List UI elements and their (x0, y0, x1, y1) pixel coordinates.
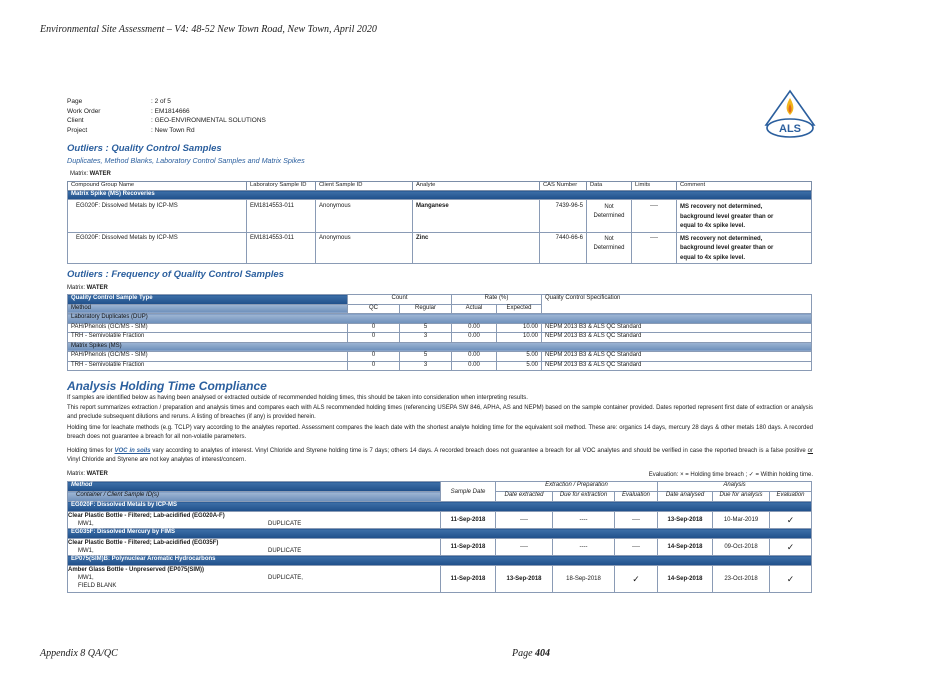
holding-time-table (67, 481, 812, 593)
matrix-label: Matrix: (67, 285, 87, 291)
cell-spec: NEPM 2013 B3 & ALS QC Standard (542, 333, 812, 343)
cell-regular: 5 (400, 352, 452, 362)
cell-comment: equal to 4x spike level. (680, 223, 746, 229)
group-row: Matrix Spike (MS) Recoveries (68, 191, 812, 200)
cell-client-id: Anonymous (316, 232, 413, 264)
matrix-label: Matrix: (67, 471, 87, 477)
sample-dup: DUPLICATE (268, 548, 302, 554)
cell-regular: 3 (400, 361, 452, 371)
section1-subtitle: Duplicates, Method Blanks, Laboratory Control Samples and Matrix Spikes (67, 156, 305, 165)
paragraph (67, 447, 813, 464)
col-header: Laboratory Sample ID (247, 182, 316, 191)
paragraph: If samples are identified below as having been analysed or extracted outside of recommended holding times, this should be taken into consideration when interpreting results. (67, 395, 528, 401)
cell-comment: background level greater than or (680, 213, 774, 220)
col-header: Evaluation (615, 492, 658, 502)
cell-date-extracted: 13-Sep-2018 (496, 566, 553, 593)
table-row (68, 512, 812, 529)
cell-sample-date: 11-Sep-2018 (441, 539, 496, 556)
col-header: CAS Number (540, 182, 587, 191)
sample-ids: MW1, (78, 548, 94, 554)
col-header: Data (587, 182, 632, 191)
container-name: Clear Plastic Bottle - Filtered; Lab-acidified (EG035F) (68, 540, 219, 546)
col-header: Regular (400, 304, 452, 314)
cell-limits: ---- (632, 232, 677, 264)
section3-title: Analysis Holding Time Compliance (67, 379, 267, 393)
cell-method: EG020F: Dissolved Metals by ICP-MS (68, 200, 247, 233)
col-header: Date analysed (658, 492, 713, 502)
paragraph-underline: or (807, 448, 814, 454)
col-header: Quality Control Specification (542, 295, 812, 314)
cell-regular: 5 (400, 323, 452, 333)
meta-label: Work Order (67, 107, 101, 115)
running-header: Environmental Site Assessment – V4: 48-52 New Town Road, New Town, April 2020 (40, 24, 377, 35)
cell-data: Not (604, 204, 614, 210)
col-header: Compound Group Name (68, 182, 247, 191)
col-header: Analysis (658, 482, 812, 492)
meta-label: Project (67, 126, 88, 134)
sample-ids: MW1, (78, 575, 94, 581)
group-row: Laboratory Duplicates (DUP) (68, 314, 812, 324)
evaluation-legend: Evaluation: × = Holding time breach ; ✓ = Within holding time. (648, 472, 813, 478)
footer-appendix: Appendix 8 QA/QC (40, 648, 118, 659)
container-name: Clear Plastic Bottle - Filtered; Lab-acidified (EG020A-F) (68, 513, 225, 519)
cell-due-analysis: 23-Oct-2018 (713, 566, 770, 593)
meta-value: : EM1814666 (151, 107, 190, 115)
cell-qc: 0 (348, 323, 400, 333)
cell-data: Not (604, 235, 614, 242)
paragraph-text: vary according to analytes of interest. Vinyl Chloride and Styrene holding time is 7 days; others 14 days. A recorded breach does not guarantee a breach for all VOC analytes and should be verified in case the reported breach is a false positive (150, 448, 808, 454)
sample-dup: DUPLICATE (268, 521, 302, 527)
check-icon: ✓ (770, 539, 812, 556)
cell-method: TRH - Semivolatile Fraction (68, 333, 348, 343)
cell-regular: 3 (400, 333, 452, 343)
cell-limits: ---- (632, 200, 677, 233)
matrix-value: WATER (86, 285, 108, 291)
matrix-label: Matrix: (70, 171, 90, 177)
col-header: Analyte (413, 182, 540, 191)
qc-frequency-table (67, 294, 812, 371)
group-row: EG020F: Dissolved Metals by ICP-MS (68, 502, 812, 512)
cell-due-extraction: ---- (553, 539, 615, 556)
cell-analyte: Manganese (413, 200, 540, 233)
sample-ids: MW1, (78, 521, 94, 527)
col-header: Sample Date (441, 482, 496, 502)
section2-matrix (67, 285, 108, 291)
cell-expected: 5.00 (497, 361, 542, 371)
col-header: Due for analysis (713, 492, 770, 502)
cell-spec: NEPM 2013 B3 & ALS QC Standard (542, 361, 812, 371)
cell-date-analysed: 14-Sep-2018 (658, 566, 713, 593)
col-header: Quality Control Sample Type (68, 295, 348, 305)
cell-actual: 0.00 (452, 352, 497, 362)
cell-due-extraction: 18-Sep-2018 (553, 566, 615, 593)
cell-due-extraction: ---- (553, 512, 615, 529)
footer-page-label: Page (512, 648, 536, 659)
cell-lab-id: EM1814553-011 (247, 232, 316, 264)
group-row: EP075(SIM)B: Polynuclear Aromatic Hydrocarbons (68, 556, 812, 566)
als-logo (764, 89, 816, 139)
table-row (68, 352, 812, 362)
cell-date-extracted: ---- (496, 512, 553, 529)
report-meta (67, 97, 266, 135)
col-header: Container / Client Sample ID(s) (68, 492, 441, 502)
cell-cas: 7439-96-5 (540, 200, 587, 233)
cell-qc: 0 (348, 361, 400, 371)
group-row: Matrix Spikes (MS) (68, 342, 812, 352)
cell-sample-date: 11-Sep-2018 (441, 566, 496, 593)
col-header: Actual (452, 304, 497, 314)
cell-actual: 0.00 (452, 333, 497, 343)
container-name: Amber Glass Bottle - Unpreserved (EP075(SIM)) (68, 567, 205, 573)
cell-actual: 0.00 (452, 361, 497, 371)
table-row (68, 333, 812, 343)
col-header: Rate (%) (452, 295, 542, 305)
sample-dup: DUPLICATE, (268, 575, 303, 581)
outliers-qc-table (67, 181, 812, 264)
cell-analyte: Zinc (413, 232, 540, 264)
cell-method: EG020F: Dissolved Metals by ICP-MS (68, 232, 247, 264)
check-icon: ✓ (770, 566, 812, 593)
cell-data: Determined (593, 213, 625, 219)
paragraph-text: Holding times for (67, 448, 115, 454)
cell-lab-id: EM1814553-011 (247, 200, 316, 233)
cell-comment: background level greater than or (680, 245, 774, 251)
table-header-row (68, 182, 812, 191)
col-header: Method (68, 304, 348, 314)
col-header: Limits (632, 182, 677, 191)
matrix-value: WATER (89, 171, 111, 177)
col-header: Client Sample ID (316, 182, 413, 191)
meta-value: : GEO-ENVIRONMENTAL SOLUTIONS (151, 117, 266, 125)
meta-value: : 2 of 5 (151, 98, 171, 105)
cell-qc: 0 (348, 333, 400, 343)
logo-text: ALS (779, 123, 801, 135)
table-row (68, 539, 812, 556)
cell-method: TRH - Semivolatile Fraction (68, 361, 348, 371)
section3-matrix (67, 471, 108, 477)
col-header: QC (348, 304, 400, 314)
footer-page-number: 404 (535, 648, 551, 659)
col-header: Extraction / Preparation (496, 482, 658, 492)
meta-value: : New Town Rd (151, 126, 195, 134)
check-icon: ✓ (615, 566, 658, 593)
cell-evaluation: ---- (615, 512, 658, 529)
paragraph: Holding time for leachate methods (e.g. TCLP) vary according to the analytes reported. Assessment compares the leach date with the shortest analyte holding time for the equivalent soil method. These are: organics 14 days, mercury 28 days & other metals 180 days. A recorded breach does not guarantee a breach for all non-volatile parameters. (67, 425, 813, 440)
table-row (68, 361, 812, 371)
col-header: Date extracted (496, 492, 553, 502)
col-header: Evaluation (770, 492, 812, 502)
sample-ids: FIELD BLANK (78, 583, 117, 589)
cell-date-extracted: ---- (496, 539, 553, 556)
table-row (68, 323, 812, 333)
cell-method: PAH/Phenols (GC/MS - SIM) (68, 323, 348, 333)
col-header: Due for extraction (553, 492, 615, 502)
section1-matrix (70, 171, 111, 177)
footer-page (512, 648, 550, 659)
col-header: Method (68, 482, 441, 492)
cell-spec: NEPM 2013 B3 & ALS QC Standard (542, 352, 812, 362)
cell-method: PAH/Phenols (GC/MS - SIM) (68, 352, 348, 362)
meta-label: Client (67, 117, 84, 125)
cell-due-analysis: 09-Oct-2018 (713, 539, 770, 556)
cell-client-id: Anonymous (316, 200, 413, 233)
col-header: Expected (497, 304, 542, 314)
matrix-value: WATER (86, 471, 108, 477)
paragraph-text: Vinyl Chloride and Styrene are not key analytes of interest/concern. (67, 456, 246, 463)
check-icon: ✓ (770, 512, 812, 529)
cell-cas: 7440-66-6 (540, 232, 587, 264)
cell-qc: 0 (348, 352, 400, 362)
cell-sample-date: 11-Sep-2018 (441, 512, 496, 529)
paragraph-emphasis: VOC in soils (114, 448, 151, 454)
paragraph: This report summarizes extraction / preparation and analysis times and compares each with ALS recommended holding times (referencing USEPA SW 846, APHA, AS and NEPM) based on the sample container provided. Dates reported represent first date of extraction or analysis and preclude subsequent dilutions and reruns. A listing of breaches (if any) is provided herein. (67, 405, 813, 420)
section1-title: Outliers : Quality Control Samples (67, 143, 222, 154)
table-row (68, 200, 812, 233)
meta-label: Page (67, 98, 83, 105)
col-header: Comment (677, 182, 812, 191)
cell-comment: MS recovery not determined, (680, 204, 763, 210)
cell-date-analysed: 14-Sep-2018 (658, 539, 713, 556)
cell-due-analysis: 10-Mar-2019 (713, 512, 770, 529)
cell-date-analysed: 13-Sep-2018 (658, 512, 713, 529)
group-row: EG035F: Dissolved Mercury by FIMS (68, 529, 812, 539)
table-row (68, 566, 812, 593)
cell-comment: equal to 4x spike level. (680, 254, 746, 261)
col-header: Count (348, 295, 452, 305)
cell-comment: MS recovery not determined, (680, 235, 763, 242)
cell-actual: 0.00 (452, 323, 497, 333)
section2-title: Outliers : Frequency of Quality Control Samples (67, 269, 284, 280)
table-row (68, 232, 812, 264)
cell-data: Determined (593, 244, 625, 251)
cell-expected: 10.00 (497, 323, 542, 333)
cell-evaluation: ---- (615, 539, 658, 556)
cell-spec: NEPM 2013 B3 & ALS QC Standard (542, 323, 812, 333)
cell-expected: 5.00 (497, 352, 542, 362)
cell-expected: 10.00 (497, 333, 542, 343)
